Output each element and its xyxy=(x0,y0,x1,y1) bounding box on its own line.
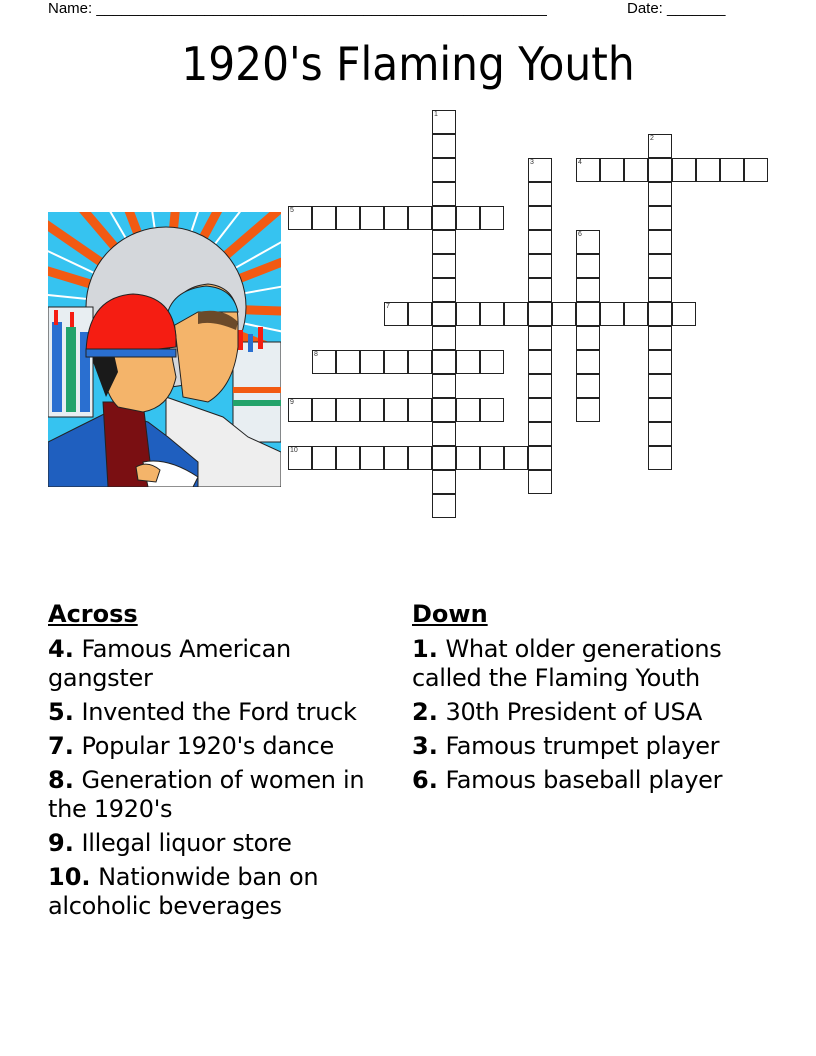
cell-number: 7 xyxy=(386,303,390,310)
grid-cell[interactable] xyxy=(408,398,432,422)
grid-cell[interactable] xyxy=(384,398,408,422)
grid-cell[interactable] xyxy=(384,302,408,326)
grid-cell[interactable] xyxy=(600,302,624,326)
grid-cell[interactable] xyxy=(648,422,672,446)
grid-cell[interactable] xyxy=(552,302,576,326)
grid-cell[interactable] xyxy=(528,278,552,302)
grid-cell[interactable] xyxy=(648,230,672,254)
clue-number: 7. xyxy=(48,732,74,760)
grid-cell[interactable] xyxy=(312,350,336,374)
cell-number: 5 xyxy=(290,207,294,214)
grid-cell[interactable] xyxy=(528,182,552,206)
grid-cell[interactable] xyxy=(744,158,768,182)
grid-cell[interactable] xyxy=(456,302,480,326)
across-clues xyxy=(48,600,388,926)
clue-text: 30th President of USA xyxy=(445,698,702,726)
clue-down-2 xyxy=(412,698,752,727)
grid-cell[interactable] xyxy=(360,206,384,230)
clue-text: Illegal liquor store xyxy=(81,829,292,857)
grid-cell[interactable] xyxy=(432,446,456,470)
grid-cell[interactable] xyxy=(480,350,504,374)
grid-cell[interactable] xyxy=(576,398,600,422)
crossword-grid xyxy=(288,110,768,520)
clue-number: 9. xyxy=(48,829,74,857)
grid-cell[interactable] xyxy=(648,134,672,158)
cell-number: 8 xyxy=(314,351,318,358)
grid-cell[interactable] xyxy=(288,206,312,230)
grid-cell[interactable] xyxy=(432,254,456,278)
cell-number: 10 xyxy=(290,447,298,454)
clue-text: Nationwide ban on alcoholic beverages xyxy=(48,863,319,920)
grid-cell[interactable] xyxy=(576,302,600,326)
workers-illustration-icon xyxy=(48,212,281,487)
cell-number: 4 xyxy=(578,159,582,166)
grid-cell[interactable] xyxy=(504,302,528,326)
clue-text: Popular 1920's dance xyxy=(81,732,335,760)
cell-number: 2 xyxy=(650,135,654,142)
grid-cell[interactable] xyxy=(696,158,720,182)
clue-down-3 xyxy=(412,732,752,761)
grid-cell[interactable] xyxy=(336,446,360,470)
grid-cell[interactable] xyxy=(480,398,504,422)
grid-cell[interactable] xyxy=(408,446,432,470)
clue-across-8 xyxy=(48,766,388,824)
grid-cell[interactable] xyxy=(336,206,360,230)
grid-cell[interactable] xyxy=(648,206,672,230)
clue-number: 5. xyxy=(48,698,74,726)
grid-cell[interactable] xyxy=(432,158,456,182)
grid-cell[interactable] xyxy=(432,182,456,206)
grid-cell[interactable] xyxy=(312,398,336,422)
grid-cell[interactable] xyxy=(456,206,480,230)
grid-cell[interactable] xyxy=(432,278,456,302)
page-title: 1920's Flaming Youth xyxy=(181,37,635,91)
grid-cell[interactable] xyxy=(312,206,336,230)
grid-cell[interactable] xyxy=(648,278,672,302)
clue-down-1 xyxy=(412,635,752,693)
grid-cell[interactable] xyxy=(528,446,552,470)
grid-cell[interactable] xyxy=(432,374,456,398)
grid-cell[interactable] xyxy=(648,182,672,206)
grid-cell[interactable] xyxy=(336,350,360,374)
grid-cell[interactable] xyxy=(432,326,456,350)
clue-text: Generation of women in the 1920's xyxy=(48,766,365,823)
grid-cell[interactable] xyxy=(600,158,624,182)
grid-cell[interactable] xyxy=(456,350,480,374)
grid-cell[interactable] xyxy=(408,302,432,326)
grid-cell[interactable] xyxy=(648,398,672,422)
grid-cell[interactable] xyxy=(528,230,552,254)
grid-cell[interactable] xyxy=(432,302,456,326)
clue-number: 10. xyxy=(48,863,91,891)
grid-cell[interactable] xyxy=(720,158,744,182)
grid-cell[interactable] xyxy=(360,446,384,470)
grid-cell[interactable] xyxy=(672,158,696,182)
grid-cell[interactable] xyxy=(576,278,600,302)
grid-cell[interactable] xyxy=(504,446,528,470)
grid-cell[interactable] xyxy=(576,374,600,398)
illustration-image xyxy=(48,212,281,487)
grid-cell[interactable] xyxy=(288,398,312,422)
grid-cell[interactable] xyxy=(624,302,648,326)
grid-cell[interactable] xyxy=(528,374,552,398)
clue-text: Famous trumpet player xyxy=(445,732,720,760)
grid-cell[interactable] xyxy=(528,398,552,422)
cell-number: 9 xyxy=(290,399,294,406)
grid-cell[interactable] xyxy=(432,422,456,446)
clue-text: Invented the Ford truck xyxy=(81,698,357,726)
grid-cell[interactable] xyxy=(528,302,552,326)
clue-number: 4. xyxy=(48,635,74,663)
grid-cell[interactable] xyxy=(480,302,504,326)
grid-cell[interactable] xyxy=(648,374,672,398)
grid-cell[interactable] xyxy=(432,134,456,158)
down-heading: Down xyxy=(412,600,488,628)
grid-cell[interactable] xyxy=(432,398,456,422)
grid-cell[interactable] xyxy=(432,350,456,374)
grid-cell[interactable] xyxy=(648,350,672,374)
clue-across-7 xyxy=(48,732,388,761)
grid-cell[interactable] xyxy=(360,398,384,422)
grid-cell[interactable] xyxy=(528,254,552,278)
grid-cell[interactable] xyxy=(576,230,600,254)
clue-number: 1. xyxy=(412,635,438,663)
grid-cell[interactable] xyxy=(528,350,552,374)
grid-cell[interactable] xyxy=(432,230,456,254)
grid-cell[interactable] xyxy=(456,398,480,422)
grid-cell[interactable] xyxy=(312,446,336,470)
grid-cell[interactable] xyxy=(528,206,552,230)
grid-cell[interactable] xyxy=(384,350,408,374)
clue-number: 8. xyxy=(48,766,74,794)
grid-cell[interactable] xyxy=(648,158,672,182)
grid-cell[interactable] xyxy=(432,110,456,134)
grid-cell[interactable] xyxy=(384,206,408,230)
grid-cell[interactable] xyxy=(624,158,648,182)
grid-cell[interactable] xyxy=(528,470,552,494)
grid-cell[interactable] xyxy=(576,254,600,278)
cell-number: 3 xyxy=(530,159,534,166)
clue-across-5 xyxy=(48,698,388,727)
grid-cell[interactable] xyxy=(528,422,552,446)
grid-cell[interactable] xyxy=(432,494,456,518)
clue-across-9 xyxy=(48,829,388,858)
grid-cell[interactable] xyxy=(528,158,552,182)
grid-cell[interactable] xyxy=(648,254,672,278)
grid-cell[interactable] xyxy=(408,350,432,374)
grid-cell[interactable] xyxy=(336,398,360,422)
grid-cell[interactable] xyxy=(528,326,552,350)
name-field-label: Name: ______________________________________________________ xyxy=(48,0,547,17)
grid-cell[interactable] xyxy=(384,446,408,470)
clue-down-6 xyxy=(412,766,752,795)
cell-number: 6 xyxy=(578,231,582,238)
across-heading: Across xyxy=(48,600,138,628)
grid-cell[interactable] xyxy=(672,302,696,326)
grid-cell[interactable] xyxy=(648,326,672,350)
grid-cell[interactable] xyxy=(576,158,600,182)
grid-cell[interactable] xyxy=(456,446,480,470)
date-field-label: Date: _______ xyxy=(627,0,726,17)
clue-text: Famous baseball player xyxy=(445,766,723,794)
cell-number: 1 xyxy=(434,111,438,118)
grid-cell[interactable] xyxy=(576,326,600,350)
grid-cell[interactable] xyxy=(576,350,600,374)
grid-cell[interactable] xyxy=(480,206,504,230)
down-clues xyxy=(412,600,752,800)
clue-number: 3. xyxy=(412,732,438,760)
grid-cell[interactable] xyxy=(648,302,672,326)
grid-cell[interactable] xyxy=(288,446,312,470)
grid-cell[interactable] xyxy=(480,446,504,470)
grid-cell[interactable] xyxy=(432,206,456,230)
clue-text: Famous American gangster xyxy=(48,635,291,692)
grid-cell[interactable] xyxy=(432,470,456,494)
grid-cell[interactable] xyxy=(408,206,432,230)
clue-number: 2. xyxy=(412,698,438,726)
grid-cell[interactable] xyxy=(648,446,672,470)
grid-cell[interactable] xyxy=(360,350,384,374)
clue-across-10 xyxy=(48,863,388,921)
clue-text: What older generations called the Flaming Youth xyxy=(412,635,722,692)
clue-across-4 xyxy=(48,635,388,693)
clue-number: 6. xyxy=(412,766,438,794)
